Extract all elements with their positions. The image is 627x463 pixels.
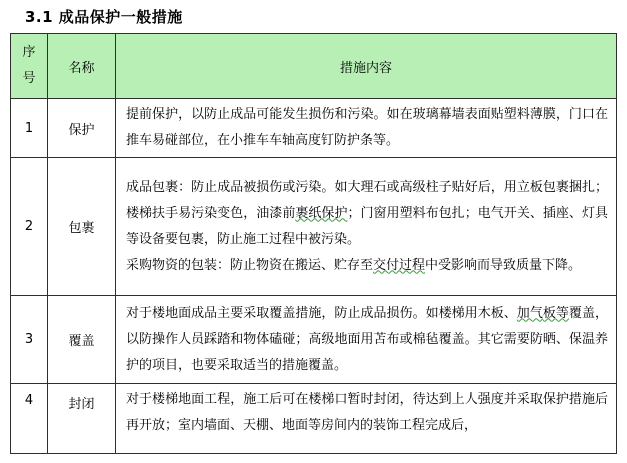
table-row — [11, 384, 617, 454]
content-paragraph: 对于楼地面成品主要采取覆盖措施，防止成品损伤。如楼梯用木板、加气板等覆盖，以防操作人员踩踏和物体磕碰；高级地面用苫布或棉毡覆盖。其它需要防晒、保温养护的项目，也要采取适当的措施覆盖。 — [126, 305, 608, 373]
header-content: 措施内容 — [116, 34, 617, 99]
content-paragraph: 提前保护，以防止成品可能发生损伤和污染。如在玻璃幕墙表面贴塑料薄膜，门口在推车易碰部位，在小推车车轴高度钉防护条等。 — [126, 107, 608, 148]
table-row — [11, 99, 617, 158]
row-index: 3 — [11, 296, 48, 384]
row-name: 覆盖 — [48, 296, 116, 384]
content-paragraph: 成品包裹：防止成品被损伤或污染。如大理石或高级柱子贴好后，用立板包裹捆扎；楼梯扶手易污染变色，油漆前裹纸保护；门窗用塑料布包扎；电气开关、插座、灯具等设备要包裹，防止施工过程中被污染。 — [126, 179, 608, 247]
row-content — [116, 158, 617, 296]
row-index: 2 — [11, 158, 48, 296]
header-index: 序 号 — [11, 34, 48, 99]
row-index: 1 — [11, 99, 48, 158]
table-header-row — [11, 34, 617, 99]
content-paragraph: 对于楼梯地面工程，施工后可在楼梯口暂时封闭，待达到上人强度并采取保护措施后再开放；室内墙面、天棚、地面等房间内的装饰工程完成后， — [126, 392, 608, 433]
row-content — [116, 99, 617, 158]
row-name: 封闭 — [48, 384, 116, 454]
row-index: 4 — [11, 384, 48, 454]
section-title: 3.1 成品保护一般措施 — [25, 8, 183, 26]
row-name: 包裹 — [48, 158, 116, 296]
row-content — [116, 296, 617, 384]
measures-table — [10, 33, 617, 454]
content-paragraph: 采购物资的包装：防止物资在搬运、贮存至交付过程中受影响而导致质量下降。 — [126, 257, 582, 273]
row-name: 保护 — [48, 99, 116, 158]
table-row — [11, 158, 617, 296]
header-name: 名称 — [48, 34, 116, 99]
table-row — [11, 296, 617, 384]
row-content — [116, 384, 617, 454]
